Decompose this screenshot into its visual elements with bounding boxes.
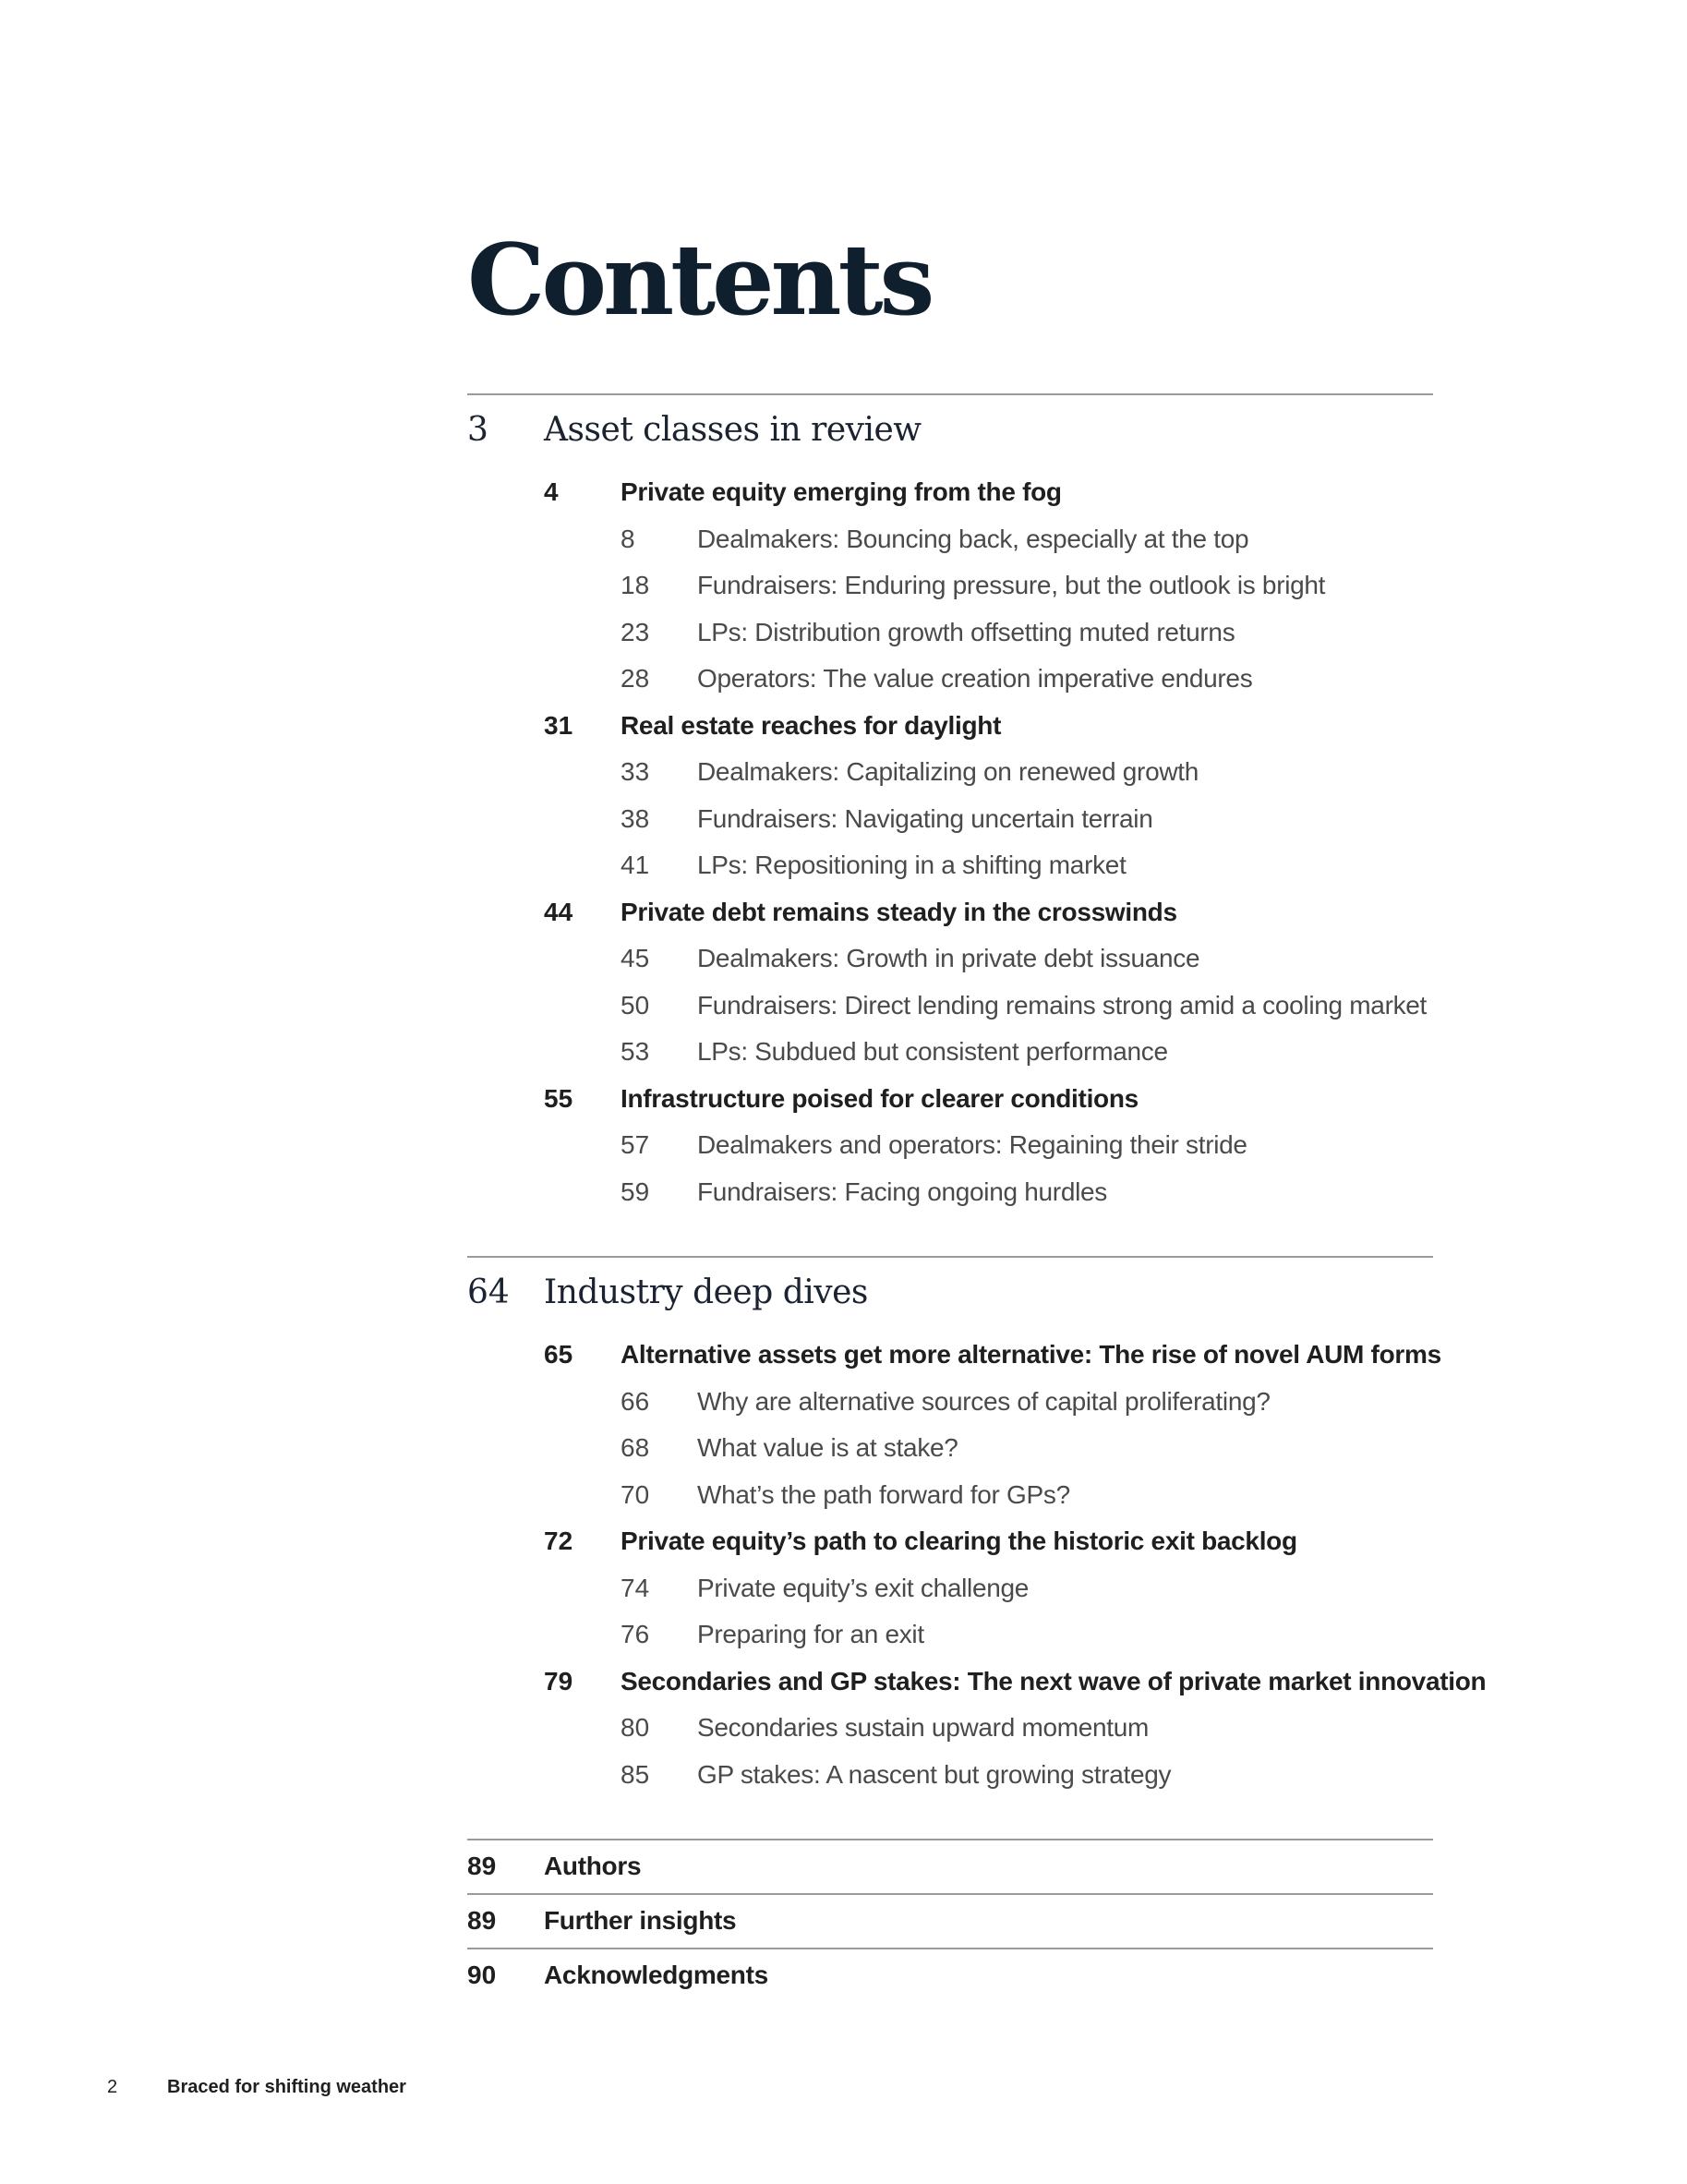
toc-item[interactable]	[467, 609, 1433, 657]
toc-chapter[interactable]	[467, 469, 1433, 516]
section-spacer	[467, 1798, 1433, 1839]
item-title: Preparing for an exit	[697, 1620, 924, 1648]
item-title: LPs: Subdued but consistent performance	[697, 1037, 1168, 1066]
item-title: Secondaries sustain upward momentum	[697, 1713, 1150, 1742]
toc-item[interactable]	[467, 1169, 1433, 1216]
item-page-number: 23	[621, 617, 650, 646]
chapter-title: Private debt remains steady in the crosswinds	[621, 897, 1177, 926]
toc-chapter[interactable]	[467, 703, 1433, 750]
toc-item[interactable]	[467, 1472, 1433, 1519]
item-title: GP stakes: A nascent but growing strategy	[697, 1759, 1172, 1789]
entry-title: Acknowledgments	[544, 1961, 768, 1989]
toc-item[interactable]	[467, 1611, 1433, 1659]
entry-page-number: 89	[467, 1906, 497, 1935]
chapter-page-number: 65	[544, 1340, 573, 1369]
toc-item[interactable]	[467, 516, 1433, 563]
item-title: Private equity’s exit challenge	[697, 1573, 1030, 1602]
chapter-page-number: 79	[544, 1666, 573, 1695]
item-page-number: 18	[621, 571, 650, 599]
footer-page-number: 2	[107, 2077, 118, 2097]
entry-page-number: 90	[467, 1961, 497, 1989]
item-title: LPs: Distribution growth offsetting muted returns	[697, 617, 1235, 646]
toc-item[interactable]	[467, 1705, 1433, 1752]
toc-item[interactable]	[467, 1379, 1433, 1426]
toc-entry-authors[interactable]	[467, 1840, 1433, 1893]
item-page-number: 59	[621, 1176, 650, 1206]
chapter-page-number: 55	[544, 1083, 573, 1113]
item-page-number: 68	[621, 1433, 650, 1462]
chapter-title: Real estate reaches for daylight	[621, 710, 1002, 740]
item-page-number: 38	[621, 803, 650, 833]
toc-item[interactable]	[467, 842, 1433, 889]
item-title: Fundraisers: Navigating uncertain terrain	[697, 803, 1153, 833]
toc-item[interactable]	[467, 656, 1433, 703]
item-page-number: 66	[621, 1386, 650, 1416]
item-title: What value is at stake?	[697, 1433, 958, 1462]
chapter-title: Private equity’s path to clearing the historic exit backlog	[621, 1526, 1297, 1555]
toc-item[interactable]	[467, 983, 1433, 1030]
chapter-title: Infrastructure poised for clearer conditions	[621, 1083, 1139, 1113]
toc-item[interactable]	[467, 935, 1433, 983]
toc-chapter[interactable]	[467, 1332, 1441, 1379]
item-page-number: 76	[621, 1620, 650, 1648]
item-page-number: 41	[621, 851, 650, 879]
section-heading[interactable]	[467, 395, 1433, 469]
section-title: Asset classes in review	[544, 411, 922, 449]
chapter-page-number: 31	[544, 710, 573, 740]
section-spacer	[467, 1215, 1433, 1256]
item-page-number: 50	[621, 990, 650, 1020]
entry-title: Authors	[544, 1852, 642, 1880]
item-title: Fundraisers: Facing ongoing hurdles	[697, 1176, 1107, 1206]
toc-chapter[interactable]	[467, 1518, 1433, 1565]
section-page-number: 64	[467, 1273, 510, 1311]
item-page-number: 28	[621, 664, 650, 693]
section-title: Industry deep dives	[544, 1273, 868, 1311]
toc-chapter[interactable]	[467, 1659, 1487, 1706]
page-title: Contents	[467, 222, 932, 337]
toc-item[interactable]	[467, 1565, 1433, 1612]
item-page-number: 33	[621, 757, 650, 786]
item-page-number: 70	[621, 1479, 650, 1509]
item-page-number: 53	[621, 1037, 650, 1066]
item-page-number: 85	[621, 1759, 650, 1789]
toc-entry-acknowledgments[interactable]	[467, 1949, 1433, 2002]
chapter-page-number: 4	[544, 477, 559, 506]
toc-item[interactable]	[467, 1425, 1433, 1472]
item-title: What’s the path forward for GPs?	[697, 1479, 1070, 1509]
item-title: Dealmakers and operators: Regaining their stride	[697, 1130, 1247, 1159]
item-page-number: 74	[621, 1573, 650, 1602]
item-page-number: 57	[621, 1130, 650, 1159]
toc-item[interactable]	[467, 1122, 1433, 1169]
chapter-page-number: 44	[544, 897, 573, 926]
item-title: Dealmakers: Bouncing back, especially at the top	[697, 524, 1249, 553]
item-title: Dealmakers: Capitalizing on renewed growth	[697, 757, 1199, 786]
toc-item[interactable]	[467, 1029, 1433, 1076]
toc-item[interactable]	[467, 1752, 1433, 1799]
item-page-number: 45	[621, 944, 650, 972]
toc-chapter[interactable]	[467, 1076, 1433, 1123]
item-title: Operators: The value creation imperative endures	[697, 664, 1253, 693]
entry-title: Further insights	[544, 1906, 737, 1935]
chapter-title: Private equity emerging from the fog	[621, 477, 1062, 506]
footer-publication-title: Braced for shifting weather	[167, 2077, 406, 2097]
item-title: LPs: Repositioning in a shifting market	[697, 851, 1127, 879]
item-title: Dealmakers: Growth in private debt issuance	[697, 944, 1200, 972]
item-title: Fundraisers: Direct lending remains strong amid a cooling market	[697, 990, 1428, 1020]
chapter-page-number: 72	[544, 1526, 573, 1555]
toc-item[interactable]	[467, 796, 1433, 843]
toc-item[interactable]	[467, 562, 1433, 609]
item-page-number: 8	[621, 524, 635, 553]
section-heading[interactable]	[467, 1258, 1433, 1332]
toc-chapter[interactable]	[467, 889, 1433, 936]
item-title: Why are alternative sources of capital proliferating?	[697, 1386, 1271, 1416]
section-page-number: 3	[467, 411, 488, 449]
item-title: Fundraisers: Enduring pressure, but the outlook is bright	[697, 571, 1326, 599]
entry-page-number: 89	[467, 1852, 497, 1880]
item-page-number: 80	[621, 1713, 650, 1742]
chapter-title: Secondaries and GP stakes: The next wave of private market innovation	[621, 1666, 1487, 1695]
chapter-title: Alternative assets get more alternative: The rise of novel AUM forms	[621, 1340, 1441, 1369]
table-of-contents	[467, 393, 1487, 2002]
toc-entry-further-insights[interactable]	[467, 1895, 1433, 1948]
toc-item[interactable]	[467, 749, 1433, 796]
